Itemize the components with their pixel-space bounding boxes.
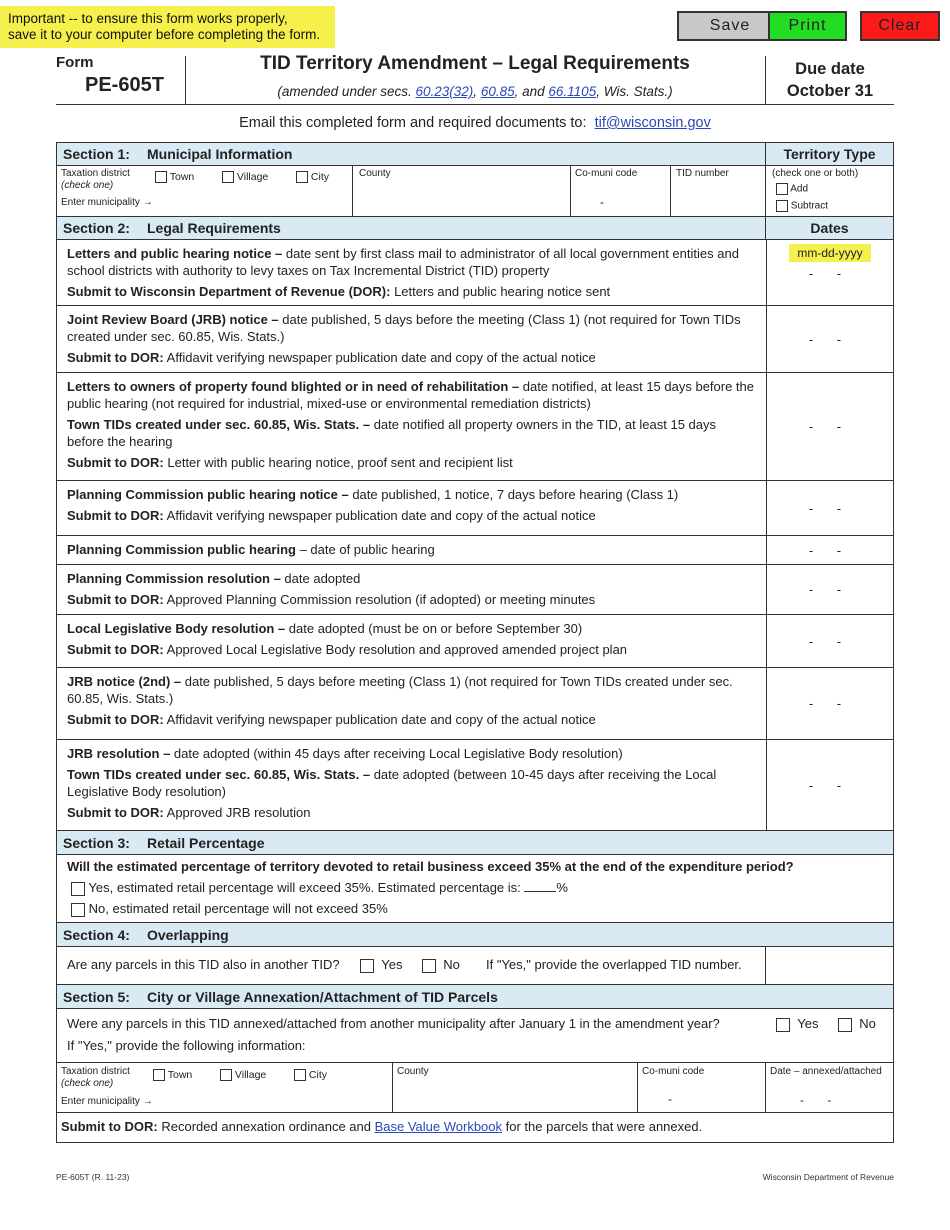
date-input[interactable]: - - [766, 740, 893, 831]
retail-yes-checkbox[interactable] [71, 882, 85, 896]
department-name: Wisconsin Department of Revenue [762, 1172, 894, 1182]
req-subtitle: Town TIDs created under sec. 60.85, Wis. Stats. – [67, 767, 371, 782]
req-title: JRB resolution – [67, 746, 171, 761]
annex-comuni-label: Co-muni code [642, 1066, 705, 1077]
annex-submit-text-2: for the parcels that were annexed. [502, 1119, 703, 1134]
section-5-header [57, 984, 893, 1009]
req-subdesc: date adopted (between 10-45 days after receiving the Local Legislative Body resolution) [67, 767, 717, 799]
req-submit-desc: Approved Planning Commission resolution (if adopted) or meeting minutes [163, 592, 596, 607]
form-revision: PE-605T (R. 11-23) [56, 1172, 130, 1182]
page-title: TID Territory Amendment – Legal Requirements [260, 53, 690, 74]
subtitle-prefix: (amended under secs. [277, 84, 412, 99]
date-input[interactable]: - - [766, 536, 893, 565]
subtract-option[interactable] [776, 200, 828, 213]
due-date-value: October 31 [786, 82, 874, 100]
notice-line-1: Important -- to ensure this form works properly, [8, 11, 288, 26]
req-title: JRB notice (2nd) – [67, 674, 182, 689]
add-option[interactable] [776, 183, 808, 196]
print-button[interactable]: Print [768, 11, 847, 41]
req-submit-label: Submit to Wisconsin Department of Revenue (DOR): [67, 284, 391, 299]
overlap-yes-option[interactable] [360, 957, 402, 973]
req-subtitle: Town TIDs created under sec. 60.85, Wis. Stats. – [67, 417, 371, 432]
req-desc: – date of public hearing [295, 542, 435, 557]
req-submit-label: Submit to DOR: [67, 508, 164, 523]
notice-line-2: save it to your computer before completing the form. [8, 27, 321, 42]
annex-town-option[interactable] [153, 1069, 192, 1081]
header-rule [56, 104, 894, 105]
req-title: Local Legislative Body resolution – [67, 621, 286, 636]
requirement-row [57, 536, 766, 565]
retail-yes-label: Yes, estimated retail percentage will exceed 35%. Estimated percentage is: [88, 880, 521, 895]
retail-yes-option[interactable] [71, 880, 568, 896]
section-5-title: City or Village Annexation/Attachment of TID Parcels [147, 988, 498, 1005]
requirement-row [57, 306, 766, 373]
date-input[interactable]: - - [766, 373, 893, 481]
subtitle-sep-1: , [473, 84, 478, 99]
requirement-row [57, 373, 766, 481]
annex-village-option[interactable] [220, 1069, 266, 1081]
section-3-header [57, 830, 893, 855]
retail-percentage-input[interactable] [524, 891, 556, 892]
town-checkbox[interactable] [155, 171, 167, 183]
date-input[interactable]: - - [766, 481, 893, 536]
requirement-row [57, 481, 766, 536]
annex-no-option[interactable] [838, 1016, 876, 1032]
annex-village-label: Village [234, 1069, 267, 1081]
page-subtitle [186, 84, 764, 99]
requirement-row [57, 740, 766, 831]
dates-header: Dates [810, 220, 849, 236]
annex-town-checkbox[interactable] [153, 1069, 165, 1081]
check-one-label: (check one) [61, 180, 114, 191]
town-option[interactable] [155, 171, 194, 183]
annex-submit-label: Submit to DOR: [61, 1119, 158, 1134]
section-4-header [57, 922, 893, 947]
req-desc: date published, 5 days before the meeting (Class 1) (not required for Town TIDs created under sec. 60.85, Wis. Stats.) [67, 312, 741, 344]
base-value-workbook-link[interactable]: Base Value Workbook [374, 1119, 503, 1134]
village-label: Village [236, 171, 269, 183]
requirement-row [57, 565, 766, 615]
email-text: Email this completed form and required documents to: [239, 115, 587, 131]
req-desc: date notified, at least 15 days before the public hearing (not required for industrial, mixed-use or environmental remediation districts) [67, 379, 755, 411]
overlap-no-option[interactable] [422, 957, 460, 973]
village-option[interactable] [222, 171, 268, 183]
req-submit-desc: Approved Local Legislative Body resolution and approved amended project plan [163, 642, 628, 657]
due-date-label: Due date [795, 60, 865, 78]
req-submit-desc: Affidavit verifying newspaper publication date and copy of the actual notice [163, 350, 596, 365]
section-2-title: Legal Requirements [147, 220, 281, 236]
subtract-checkbox[interactable] [776, 200, 788, 212]
territory-type-header: Territory Type [783, 146, 876, 162]
section-3-number: Section 3: [63, 834, 130, 851]
req-title: Letters to owners of property found blighted or in need of rehabilitation – [67, 379, 520, 394]
annex-info-top-rule [57, 1062, 893, 1063]
req-title: Planning Commission resolution – [67, 571, 281, 586]
req-desc: date published, 1 notice, 7 days before hearing (Class 1) [348, 487, 679, 502]
overlap-no-checkbox[interactable] [422, 959, 436, 973]
req-submit-label: Submit to DOR: [67, 712, 164, 727]
annex-submit-text-1: Recorded annexation ordinance and [157, 1119, 375, 1134]
requirement-row [57, 615, 766, 668]
retail-no-option[interactable] [71, 901, 388, 917]
date-input[interactable]: - - [766, 565, 893, 615]
annex-divider-county [392, 1062, 393, 1112]
annex-check-one-label: (check one) [61, 1078, 114, 1089]
annex-divider-date [765, 1062, 766, 1112]
annex-info-bottom-rule [57, 1112, 893, 1113]
req-submit-desc: Letter with public hearing notice, proof sent and recipient list [163, 455, 513, 470]
overlap-no-label: No [443, 957, 460, 972]
req-submit-label: Submit to DOR: [67, 805, 164, 820]
taxation-district-label: Taxation district [61, 168, 130, 179]
retail-question: Will the estimated percentage of territory devoted to retail business exceed 35% at the end of the expenditure period? [67, 859, 794, 874]
form-number: PE-605T [85, 74, 164, 96]
city-checkbox[interactable] [296, 171, 308, 183]
town-label: Town [169, 171, 195, 183]
overlap-yes-label: Yes [381, 957, 403, 972]
req-desc: date adopted (within 45 days after receiving Local Legislative Body resolution) [170, 746, 623, 761]
section-4-number: Section 4: [63, 926, 130, 943]
check-one-or-both-label: (check one or both) [772, 168, 859, 179]
req-desc: date adopted (must be on or before September 30) [285, 621, 583, 636]
req-title: Planning Commission public hearing notice – [67, 487, 349, 502]
req-submit-label: Submit to DOR: [67, 350, 164, 365]
annex-comuni-input[interactable]: - [668, 1092, 672, 1106]
comuni-label: Co-muni code [575, 168, 638, 179]
section-1-title: Municipal Information [147, 146, 293, 162]
req-title: Joint Review Board (JRB) notice – [67, 312, 279, 327]
annex-no-label: No [859, 1016, 876, 1031]
req-submit-desc: Approved JRB resolution [163, 805, 311, 820]
annex-submit [61, 1119, 702, 1134]
subtitle-suffix: , Wis. Stats.) [596, 84, 673, 99]
req-submit-label: Submit to DOR: [67, 642, 164, 657]
annex-village-checkbox[interactable] [220, 1069, 232, 1081]
retail-no-label: No, estimated retail percentage will not exceed 35% [88, 901, 388, 916]
req-title: Letters and public hearing notice – [67, 246, 283, 261]
annex-no-checkbox[interactable] [838, 1018, 852, 1032]
save-button[interactable]: Save [677, 11, 783, 41]
date-input[interactable]: - - [766, 668, 893, 740]
req-desc: date adopted [280, 571, 361, 586]
county-label: County [359, 168, 391, 179]
city-option[interactable] [296, 171, 329, 183]
section-5-number: Section 5: [63, 988, 130, 1005]
req-desc: date published, 5 days before meeting (Class 1) (not required for Town TIDs created under sec. 60.85, Wis. Stats.) [67, 674, 733, 706]
annex-town-label: Town [167, 1069, 193, 1081]
annex-enter-municipality: Enter municipality → [61, 1096, 153, 1107]
annex-date-label: Date – annexed/attached [770, 1066, 882, 1077]
s1-divider-tid [670, 166, 671, 216]
annex-divider-comuni [637, 1062, 638, 1112]
annex-city-checkbox[interactable] [294, 1069, 306, 1081]
annex-yes-checkbox[interactable] [776, 1018, 790, 1032]
statute-link-66-1105[interactable]: 66.1105 [548, 84, 597, 99]
req-submit-desc: Letters and public hearing notice sent [390, 284, 611, 299]
due-date-block [766, 58, 894, 102]
statute-link-60-23[interactable]: 60.23(32) [415, 84, 474, 99]
section-4-title: Overlapping [147, 926, 229, 943]
overlap-yes-checkbox[interactable] [360, 959, 374, 973]
annex-city-label: City [308, 1069, 328, 1081]
subtract-label: Subtract [790, 200, 829, 212]
date-cell[interactable] [766, 240, 893, 306]
percent-sign: % [556, 880, 568, 895]
enter-municipality-label: Enter municipality → [61, 197, 153, 208]
form-label: Form [56, 54, 94, 71]
annex-city-option[interactable] [294, 1069, 327, 1081]
add-checkbox[interactable] [776, 183, 788, 195]
req-subdesc: date notified all property owners in the TID, at least 15 days before the hearing [67, 417, 716, 449]
requirement-row [57, 240, 766, 306]
overlap-tid-input[interactable] [766, 947, 893, 985]
subtitle-sep-2: , and [514, 84, 545, 99]
req-submit-label: Submit to DOR: [67, 455, 164, 470]
email-instruction [56, 115, 894, 131]
tid-number-label: TID number [676, 168, 729, 179]
add-label: Add [790, 183, 809, 195]
village-checkbox[interactable] [222, 171, 234, 183]
date-input[interactable]: - - [808, 266, 852, 281]
annex-question: Were any parcels in this TID annexed/attached from another municipality after January 1 in the amendment year? [67, 1016, 720, 1031]
clear-button[interactable]: Clear [860, 11, 940, 41]
date-input[interactable]: - - [766, 306, 893, 373]
comuni-input[interactable]: - [600, 195, 604, 209]
email-link[interactable]: tif@wisconsin.gov [594, 115, 711, 131]
req-submit-desc: Affidavit verifying newspaper publication date and copy of the actual notice [163, 712, 596, 727]
annex-county-label: County [397, 1066, 429, 1077]
req-title: Planning Commission public hearing [67, 542, 296, 557]
req-desc: date sent by first class mail to administrator of all local government entities and school districts with authority to levy taxes on Tax Incremental District (TID) property [67, 246, 739, 278]
s1-divider-county [352, 166, 353, 216]
s1-divider-comuni [570, 166, 571, 216]
annex-taxation-label: Taxation district [61, 1066, 130, 1077]
city-label: City [310, 171, 330, 183]
requirement-row [57, 668, 766, 740]
annex-yes-option[interactable] [776, 1016, 818, 1032]
date-input[interactable]: - - [766, 615, 893, 668]
annex-yes-label: Yes [797, 1016, 819, 1031]
statute-link-60-85[interactable]: 60.85 [480, 84, 515, 99]
req-submit-label: Submit to DOR: [67, 592, 164, 607]
annex-if-yes: If "Yes," provide the following information: [67, 1038, 306, 1053]
section-2-number: Section 2: [63, 220, 130, 236]
date-placeholder-hint: mm-dd-yyyy [789, 244, 870, 262]
overlap-if-yes: If "Yes," provide the overlapped TID number. [486, 957, 742, 972]
retail-no-checkbox[interactable] [71, 903, 85, 917]
save-notice [0, 6, 335, 48]
annex-date-input[interactable]: - - [800, 1093, 842, 1107]
section-3-title: Retail Percentage [147, 834, 265, 851]
overlap-question: Are any parcels in this TID also in another TID? [67, 957, 340, 972]
section-1-number: Section 1: [63, 146, 130, 162]
req-submit-desc: Affidavit verifying newspaper publication date and copy of the actual notice [163, 508, 596, 523]
